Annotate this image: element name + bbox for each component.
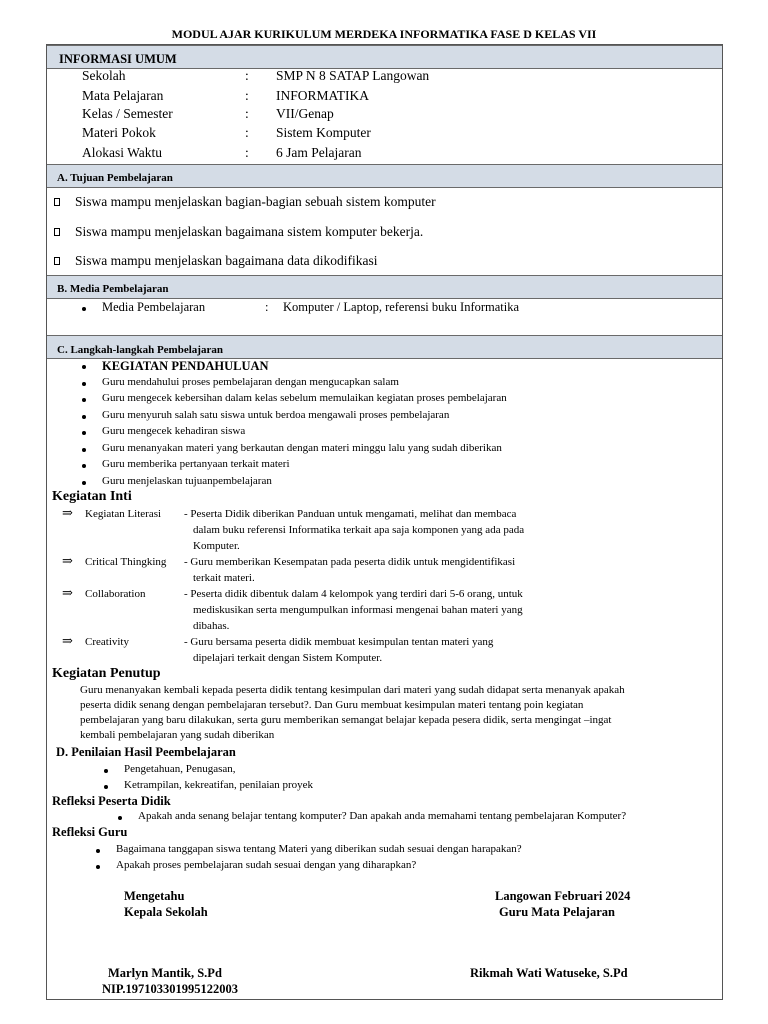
info-value: VII/Genap xyxy=(276,106,334,121)
penutup-title: Kegiatan Penutup xyxy=(52,666,161,681)
inti-line: dalam buku referensi Informatika terkait apa saja komponen yang ada pada xyxy=(193,524,525,536)
tujuan-header xyxy=(47,164,722,188)
bullet-icon xyxy=(82,398,86,402)
pendahuluan-item: Guru mengecek kebersihan dalam kelas sebelum memulaikan kegiatan proses pembelajaran xyxy=(102,392,507,404)
media-header xyxy=(47,275,722,299)
arrow-right-icon: ⇒ xyxy=(62,553,73,568)
arrow-right-icon: ⇒ xyxy=(62,633,73,648)
info-value: Sistem Komputer xyxy=(276,125,371,140)
pendahuluan-title: KEGIATAN PENDAHULUAN xyxy=(102,359,269,373)
inti-label: Collaboration xyxy=(85,588,146,600)
pendahuluan-item: Guru memberika pertanyaan terkait materi xyxy=(102,458,290,470)
info-label: Alokasi Waktu xyxy=(82,145,163,160)
checkbox-icon xyxy=(54,198,60,206)
pendahuluan-item: Guru menjelaskan tujuanpembelajaran xyxy=(102,475,272,487)
informasi-umum-heading: INFORMASI UMUM xyxy=(59,52,177,66)
tujuan-item: Siswa mampu menjelaskan bagaimana data dikodifikasi xyxy=(75,253,378,268)
signature-left-line1: Mengetahu xyxy=(124,889,185,903)
pendahuluan-item: Guru menyuruh salah satu siswa untuk berdoa mengawali proses pembelajaran xyxy=(102,409,450,421)
langkah-header xyxy=(47,335,722,359)
inti-line: - Guru memberikan Kesempatan pada peserta didik untuk mengidentifikasi xyxy=(184,556,516,568)
pendahuluan-item: Guru menanyakan materi yang berkautan dengan materi minggu lalu yang sudah diberikan xyxy=(102,442,502,454)
document-title: MODUL AJAR KURIKULUM MERDEKA INFORMATIKA FASE D KELAS VII xyxy=(171,27,597,41)
langkah-heading: C. Langkah-langkah Pembelajaran xyxy=(57,344,223,356)
info-value: 6 Jam Pelajaran xyxy=(276,145,362,160)
inti-line: dipelajari terkait dengan Sistem Komputer. xyxy=(193,652,383,664)
refleksi-guru-heading: Refleksi Guru xyxy=(52,825,128,839)
checkbox-icon xyxy=(54,228,60,236)
refleksi-siswa-heading: Refleksi Peserta Didik xyxy=(52,794,171,808)
media-sep: : xyxy=(265,300,269,314)
media-heading: B. Media Pembelajaran xyxy=(57,283,169,295)
tujuan-heading: A. Tujuan Pembelajaran xyxy=(57,172,173,184)
tujuan-item: Siswa mampu menjelaskan bagaimana sistem komputer bekerja. xyxy=(75,224,424,239)
refleksi-guru-item: Bagaimana tanggapan siswa tentang Materi yang diberikan sudah sesuai dengan harapakan? xyxy=(116,843,522,855)
penutup-line: kembali pembelajaran yang sudah diberikan xyxy=(80,729,275,741)
info-label: Sekolah xyxy=(82,68,126,83)
inti-label: Creativity xyxy=(85,636,129,648)
penilaian-item: Ketrampilan, kekreatifan, penilaian proyek xyxy=(124,779,314,791)
media-label: Media Pembelajaran xyxy=(102,300,206,314)
bullet-icon xyxy=(118,816,122,820)
pendahuluan-item: Guru mengecek kehadiran siswa xyxy=(102,425,246,437)
bullet-icon xyxy=(104,769,108,773)
signature-right-line1: Langowan Februari 2024 xyxy=(495,889,631,903)
bullet-icon xyxy=(82,448,86,452)
info-value: SMP N 8 SATAP Langowan xyxy=(276,68,430,83)
bullet-icon xyxy=(82,365,86,369)
bullet-icon xyxy=(96,849,100,853)
informasi-umum-header xyxy=(47,45,722,69)
inti-line: terkait materi. xyxy=(193,572,255,584)
arrow-right-icon: ⇒ xyxy=(62,585,73,600)
media-value: Komputer / Laptop, referensi buku Informatika xyxy=(283,300,520,314)
bullet-icon xyxy=(82,431,86,435)
penutup-line: pembelajaran yang baru dilakukan, serta guru memberikan semangat belajar kepada pesera didik, serta mengingat –ingat xyxy=(80,714,612,726)
info-sep: : xyxy=(245,68,249,83)
pendahuluan-item: Guru mendahului proses pembelajaran dengan mengucapkan salam xyxy=(102,376,399,388)
inti-line: - Peserta Didik diberikan Panduan untuk mengamati, melihat dan membaca xyxy=(184,508,517,520)
info-sep: : xyxy=(245,125,249,140)
bullet-icon xyxy=(82,464,86,468)
inti-line: - Peserta didik dibentuk dalam 4 kelompok yang terdiri dari 5-6 orang, untuk xyxy=(184,588,523,600)
inti-label: Critical Thingking xyxy=(85,556,167,568)
bullet-icon xyxy=(96,865,100,869)
refleksi-guru-item: Apakah proses pembelajaran sudah sesuai dengan yang diharapkan? xyxy=(116,859,417,871)
signature-left-line2: Kepala Sekolah xyxy=(124,905,208,919)
info-sep: : xyxy=(245,106,249,121)
bullet-icon xyxy=(82,382,86,386)
signature-left-nip: NIP.197103301995122003 xyxy=(102,982,239,996)
penilaian-heading: D. Penilaian Hasil Peembelajaran xyxy=(56,745,236,759)
penilaian-item: Pengetahuan, Penugasan, xyxy=(124,763,236,775)
signature-right-name: Rikmah Wati Watuseke, S.Pd xyxy=(470,966,628,980)
bullet-icon xyxy=(104,785,108,789)
inti-label: Kegiatan Literasi xyxy=(85,508,162,520)
signature-right-line2: Guru Mata Pelajaran xyxy=(499,905,615,919)
info-sep: : xyxy=(245,145,249,160)
inti-line: Komputer. xyxy=(193,540,240,552)
tujuan-item: Siswa mampu menjelaskan bagian-bagian sebuah sistem komputer xyxy=(75,194,436,209)
inti-title: Kegiatan Inti xyxy=(52,489,132,504)
penutup-line: Guru menanyakan kembali kepada peserta didik tentang kesimpulan dari materi yang sudah didapat serta menanyak apakah xyxy=(80,684,625,696)
penutup-line: peserta didik senang dengan pembelajaran tersebut?. Dan Guru membuat kesimpulan materi tentang poin kegiatan xyxy=(80,699,584,711)
arrow-right-icon: ⇒ xyxy=(62,505,73,520)
info-label: Mata Pelajaran xyxy=(82,88,164,103)
inti-line: - Guru bersama peserta didik membuat kesimpulan tentan materi yang xyxy=(184,636,494,648)
checkbox-icon xyxy=(54,257,60,265)
signature-left-name: Marlyn Mantik, S.Pd xyxy=(108,966,222,980)
info-sep: : xyxy=(245,88,249,103)
inti-line: mediskusikan serta mengumpulkan informasi mengenai bahan materi yang xyxy=(193,604,523,616)
info-label: Materi Pokok xyxy=(82,125,156,140)
bullet-icon xyxy=(82,307,86,311)
bullet-icon xyxy=(82,481,86,485)
info-value: INFORMATIKA xyxy=(276,88,370,103)
info-label: Kelas / Semester xyxy=(82,106,173,121)
refleksi-siswa-item: Apakah anda senang belajar tentang komputer? Dan apakah anda memahami tentang pembelajaran Komputer? xyxy=(138,810,627,822)
inti-line: dibahas. xyxy=(193,620,230,632)
bullet-icon xyxy=(82,415,86,419)
